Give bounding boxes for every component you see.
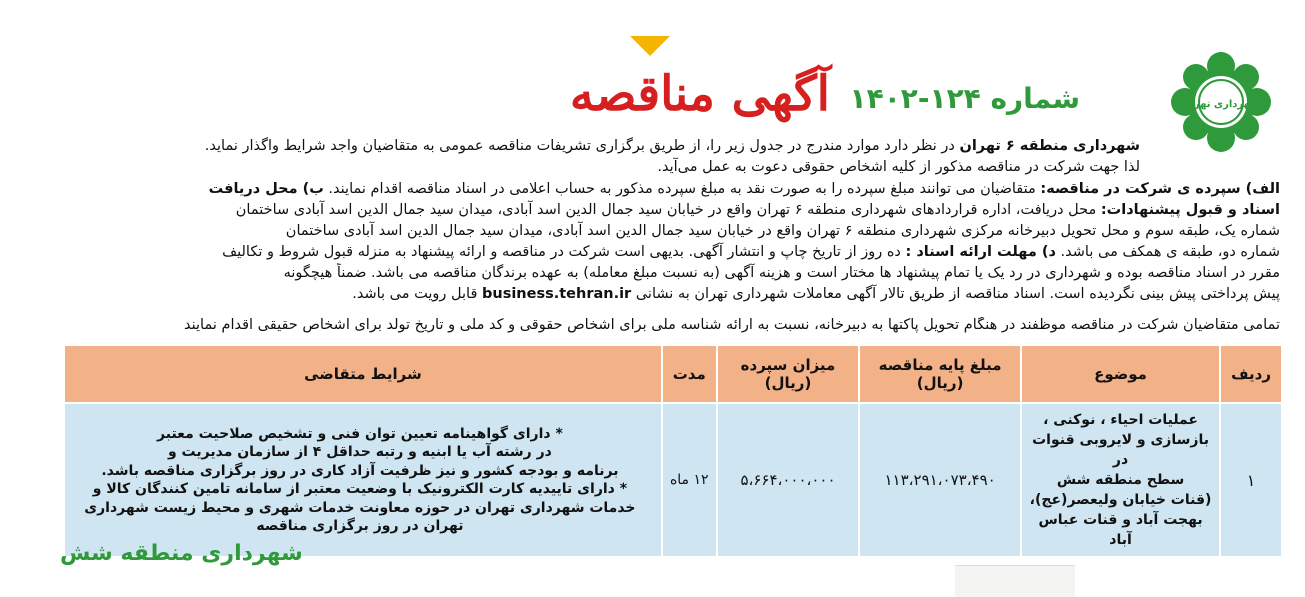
deposit-text: متقاضیان می توانند مبلغ سپرده را به صورت نقد به مبلغ سپرده مذکور به حساب اعلامی در اسناد مناقصه اقدام نمایند. xyxy=(323,181,1041,197)
condition-line: * دارای تاییدیه کارت الکترونیک با وضعیت معتبر از سامانه تامین کنندگان کالا و xyxy=(92,481,628,497)
subject-line: (قنات خیابان ولیعصر(عج)، xyxy=(1029,492,1212,508)
terms-text-6b: قابل رویت می باشد. xyxy=(352,286,482,302)
intro-text-1: در نظر دارد موارد مندرج در جدول زیر را، از طریق برگزاری تشریفات مناقصه عمومی به متقاضیان واجد شرایط واگذار نماید. xyxy=(204,138,960,154)
header-row-number: ردیف xyxy=(1220,345,1282,403)
terms-line-4 xyxy=(30,242,1280,263)
notice-title: آگهی مناقصه xyxy=(569,66,830,122)
intro-line-1 xyxy=(30,136,1140,157)
table-row xyxy=(64,403,1282,557)
deadline-heading: د) مهلت ارائه اسناد : xyxy=(905,244,1056,260)
website-link[interactable]: business.tehran.ir xyxy=(482,286,632,302)
cell-base-amount: ۱۱۳،۲۹۱،۰۷۳،۴۹۰ xyxy=(859,403,1021,557)
logo-text: شهرداری تهران xyxy=(1181,99,1261,110)
footer-signature: شهرداری منطقه شش xyxy=(60,541,303,566)
terms-line-3: شماره یک، طبقه سوم و محل تحویل دبیرخانه مرکزی شهرداری منطقه ۶ تهران واقع در خیابان سید جمال الدین اسد آبادی، میدان سید جمال الدین اسد آبادی ساختمان xyxy=(285,223,1280,239)
cell-deposit: ۵،۶۶۴،۰۰۰،۰۰۰ xyxy=(717,403,860,557)
condition-line: تهران در روز برگزاری مناقصه xyxy=(256,518,464,534)
condition-line: خدمات شهرداری تهران در حوزه معاونت خدمات شهری و محیط زیست شهرداری xyxy=(84,499,636,516)
triangle-marker-icon xyxy=(630,36,670,56)
header-duration: مدت xyxy=(662,345,717,403)
header-deposit: میزان سپرده (ریال) xyxy=(717,345,860,403)
documents-heading-2: اسناد و قبول پیشنهادات: xyxy=(1100,202,1280,218)
notice-header xyxy=(300,36,1080,122)
header-subject: موضوع xyxy=(1021,345,1220,403)
condition-line: برنامه و بودجه کشور و نیز ظرفیت آزاد کاری در روز برگزاری مناقصه باشد. xyxy=(101,462,619,479)
condition-line: در رشته آب یا ابنیه و رتبه حداقل ۴ از سازمان مدیریت و xyxy=(167,444,552,460)
terms-line-6 xyxy=(30,284,1280,305)
deposit-heading: الف) سپرده ی شرکت در مناقصه: xyxy=(1040,181,1280,197)
table-header-row xyxy=(64,345,1282,403)
terms-line-5: مقرر در اسناد مناقصه بوده و شهرداری در رد یک یا تمام پیشنهاد ها مختار است و هزینه آگهی (به نسبت مبلغ معامله) به عهده برندگان مناقصه می باشد. ضمناً هیچگونه xyxy=(283,265,1280,281)
terms-line-2 xyxy=(30,200,1280,221)
subject-line: عملیات احیاء ، نوکنی ، xyxy=(1043,412,1198,428)
terms-line-1 xyxy=(30,179,1280,200)
subject-line: سطح منطقه شش xyxy=(1056,472,1185,488)
condition-line: * دارای گواهینامه تعیین توان فنی و تشخیص صلاحیت معتبر xyxy=(157,425,563,442)
subject-line: بهجت آباد و قنات عباس آباد xyxy=(1038,512,1203,548)
header-conditions: شرایط متقاضی xyxy=(64,345,662,403)
deadline-text: ده روز از تاریخ چاپ و انتشار آگهی. بدیهی است شرکت در مناقصه و ارائه پیشنهاد به منزله قبول شروط و تکالیف xyxy=(222,244,906,260)
terms-paragraph xyxy=(30,179,1280,305)
intro-line-2: لذا جهت شرکت در مناقصه مذکور از کلیه اشخاص حقوقی دعوت به عمل می‌آید. xyxy=(657,159,1140,175)
cell-conditions xyxy=(64,403,662,557)
tehran-municipality-logo-icon xyxy=(1171,52,1271,152)
subject-line: بازسازی و لایروبی قنوات در xyxy=(1032,432,1209,468)
header-base-amount: مبلغ پایه مناقصه (ریال) xyxy=(859,345,1021,403)
cell-row-number: ۱ xyxy=(1220,403,1282,557)
national-id-note: تمامی متقاضیان شرکت در مناقصه موظفند در هنگام تحویل پاکتها به دبیرخانه، نسبت به ارائه شناسه ملی برای اشخاص حقوقی و کد ملی و تاریخ تولد برای اشخاص حقیقی اقدام نمایند xyxy=(184,317,1280,333)
notice-number: شماره ۱۲۴-۱۴۰۲ xyxy=(849,82,1080,115)
intro-paragraph xyxy=(30,136,1140,178)
tender-table xyxy=(63,344,1283,558)
organization-name: شهرداری منطقه ۶ تهران xyxy=(959,138,1140,154)
terms-text-6a: پیش پرداختی پیش بینی نگردیده است. اسناد مناقصه از طریق تالار آگهی معاملات شهرداری تهران به نشانی xyxy=(631,286,1280,302)
documents-text: محل دریافت، اداره قراردادهای شهرداری منطقه ۶ تهران واقع در خیابان سید جمال الدین اسد آبادی، میدان سید جمال الدین اسد آبادی ساختمان xyxy=(235,202,1101,218)
cell-subject xyxy=(1021,403,1220,557)
documents-heading-1: ب) محل دریافت xyxy=(208,181,324,197)
paper-scrap xyxy=(955,565,1075,597)
terms-text-4a: شماره دو، طبقه ی همکف می باشد. xyxy=(1055,244,1280,260)
cell-duration: ۱۲ ماه xyxy=(662,403,717,557)
